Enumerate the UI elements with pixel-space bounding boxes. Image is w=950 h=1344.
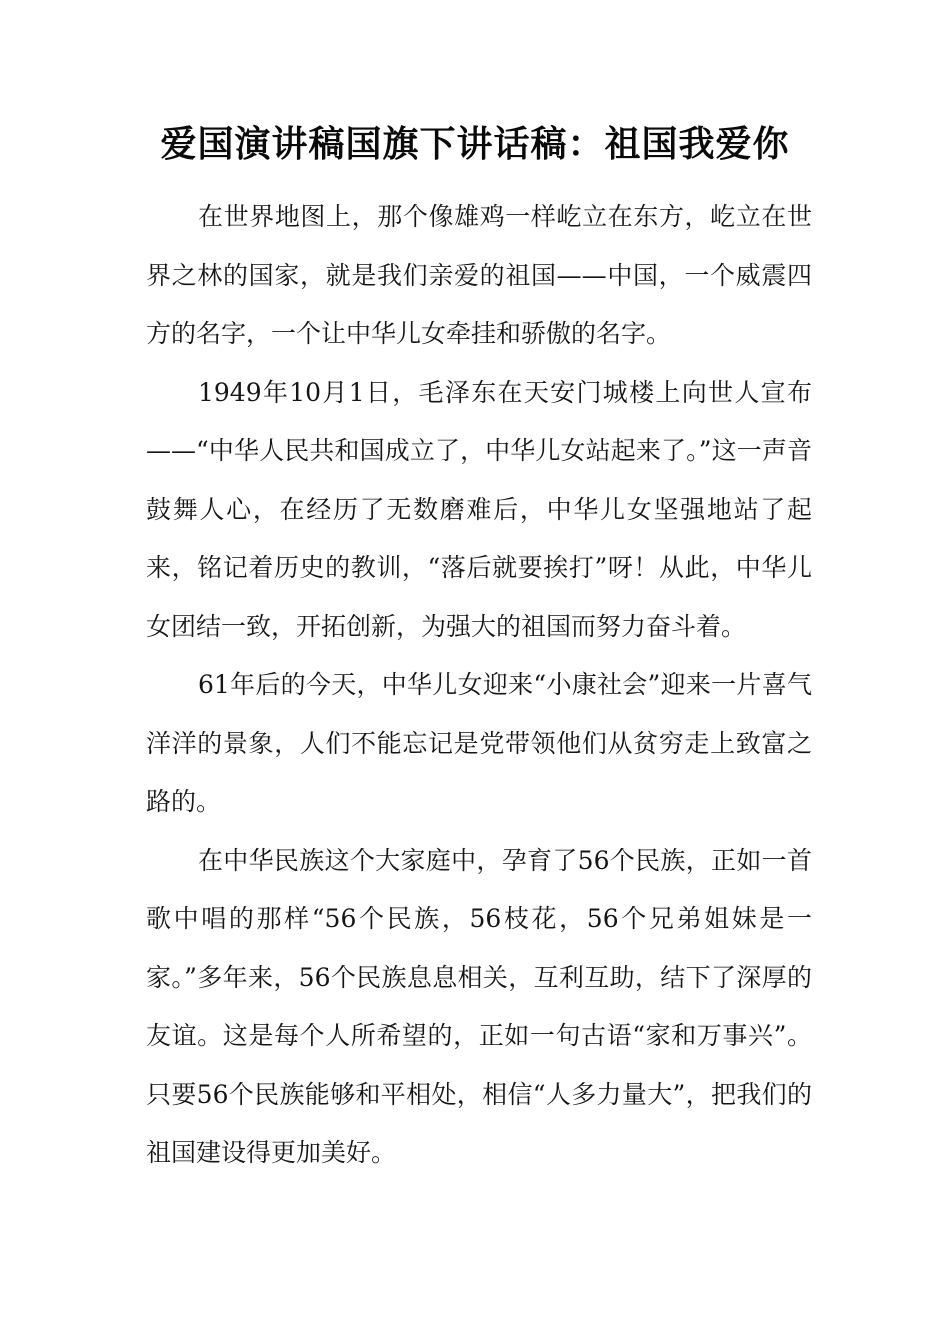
paragraph-2: 1949年10月1日，毛泽东在天安门城楼上向世人宣布——“中华人民共和国成立了，中华儿女站起来了。”这一声音鼓舞人心，在经历了无数磨难后，中华儿女坚强地站了起来，铭记着历史的教训，“落后就要挨打”呀！从此，中华儿女团结一致，开拓创新，为强大的祖国而努力奋斗着。: [146, 377, 812, 641]
document-body: [146, 188, 812, 1183]
paragraph-1: 在世界地图上，那个像雄鸡一样屹立在东方，屹立在世界之林的国家，就是我们亲爱的祖国——中国，一个威震四方的名字，一个让中华儿女牵挂和骄傲的名字。: [146, 202, 812, 348]
document-title: 爱国演讲稿国旗下讲话稿：祖国我爱你: [160, 124, 790, 165]
paragraph-4: 在中华民族这个大家庭中，孕育了56个民族，正如一首歌中唱的那样“56个民族，56枝花，56个兄弟姐妹是一家。”多年来，56个民族息息相关，互利互助，结下了深厚的友谊。这是每个人所希望的，正如一句古语“家和万事兴”。只要56个民族能够和平相处，相信“人多力量大”，把我们的祖国建设得更加美好。: [146, 845, 812, 1167]
paragraph-3: 61年后的今天，中华儿女迎来“小康社会”迎来一片喜气洋洋的景象，人们不能忘记是党带领他们从贫穷走上致富之路的。: [146, 670, 812, 816]
